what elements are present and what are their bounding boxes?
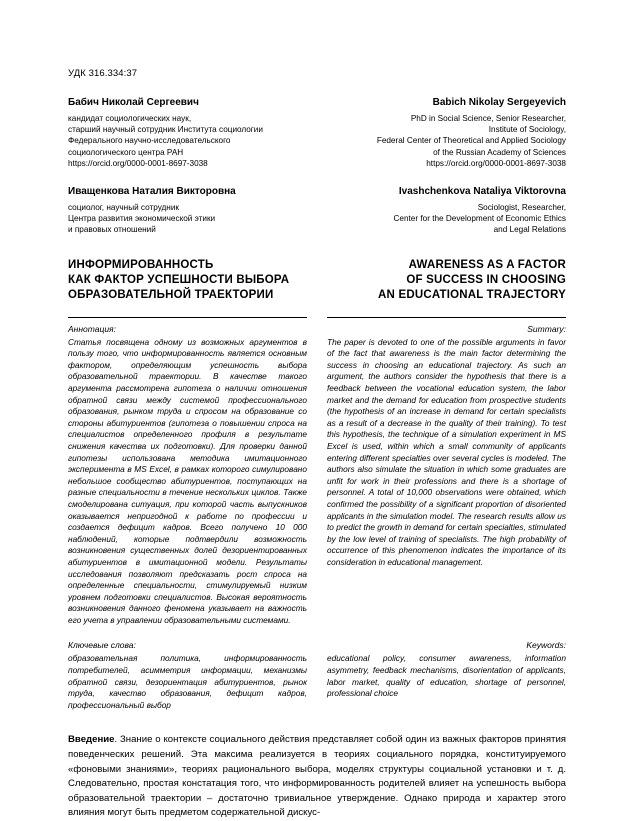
author-2-affiliation-ru [68, 202, 307, 236]
affiliation-line: Institute of Sociology, [488, 125, 566, 135]
keywords-text-en: educational policy, consumer awareness, information asymmetry, feedback mechanisms, disorientation of applicants, labor market, quality of education, shortage of personnel, professional choice [327, 653, 566, 699]
introduction-heading: Введение [68, 734, 115, 746]
affiliation-line: кандидат социологических наук, [68, 114, 192, 123]
author-1-orcid-en[interactable]: https://orcid.org/0000-0001-8697-3038 [426, 158, 566, 168]
affiliation-line: и правовых отношений [68, 225, 156, 235]
title-ru-wrap [68, 258, 307, 303]
author-block-1 [68, 97, 566, 169]
page-title-ru: ИНФОРМИРОВАННОСТЬ КАК ФАКТОР УСПЕШНОСТИ ВЫБОРА ОБРАЗОВАТЕЛЬНОЙ ТРАЕКТОРИИ [68, 258, 290, 301]
divider [327, 317, 566, 318]
author-1-name-ru: Бабич Николай Сергеевич [68, 97, 199, 108]
introduction-text: . Знание о контексте социального действия представляет собой один из важных факторов принятия поведенческих решений. Эта максима реализуется в теориях социального порядка, конституируемого «фоновыми знаниями», теориях рационального выбора, моделях структуры социальной установки и т. д. Следовательно, простая констатация того, что информированность родителей влияет на успешность выбора образовательной траектории – достаточно тривиальное утверждение. Однако природа и характер этого влияния могут быть предметом содержательной дискус- [68, 734, 566, 819]
author-2-en [327, 186, 566, 236]
affiliation-line: Center for the Development of Economic Ethics [393, 214, 566, 224]
affiliation-line: старший научный сотрудник Института социологии [68, 125, 263, 135]
abstract-text-ru: Статья посвящена одному из возможных аргументов в пользу того, что информированность является основным фактором, определяющим успешность выбора образовательной траектории. В качестве такого аргумента рассмотрена гипотеза о наличии отношения обратной связи между системой профессионального образования, рынком труда и спросом на образование со стороны абитуриентов (гипотеза о повышении спроса на специалистов определенного профиля в результате снижения качества их подготовки). Для проверки данной гипотезы использована методика имитационного эксперимента в MS Excel, в рамках которого симулировано небольшое сообщество абитуриентов, поступающих на разные специальности в течение нескольких циклов. Также смоделирована ситуация, при которой часть выпускников оказывается непригодной к работе по профессии и создается дефицит кадров. Всего получено 10 000 наблюдений, которые подтвердили возможность возникновения существенных долей дезориентированных абитуриентов в имитационной модели. Результаты исследования позволяют предсказать рост спроса на определенные специальности, стимулируемый низким уровнем подготовки специалистов. Высокая вероятность возникновения данного феномена указывает на важность его учета в управлении образовательными системами. [68, 336, 307, 625]
article-content [68, 68, 566, 821]
abstract-text-en: The paper is devoted to one of the possible arguments in favor of the fact that awareness is the main factor determining the success in choosing an educational trajectory. As such an argument, the authors consider the hypothesis that there is a feedback between the vocational education system, the labor market and the demand for education from prospective students (the hypothesis of an increase in demand for certain specialists as a result of a decrease in the quality of their training). To test this hypothesis, the technique of a simulation experiment in MS Excel is used, within which a small community of applicants entering different specialties over several cycles is modeled. The authors also simulate the situation in which some graduates are unfit for work in their professions and there is a shortage of personnel. A total of 10,000 observations were obtained, which confirmed the possibility of a significant proportion of disoriented applicants in the simulation model. The research results allow us to predict the growth in demand for certain specialties, stimulated by the low level of training of specialists. The high probability of occurrence of this phenomenon indicates the importance of its consideration in educational management. [327, 336, 566, 567]
affiliation-line: Федерального научно-исследовательского [68, 136, 231, 146]
affiliation-line: социолог, научный сотрудник [68, 203, 179, 213]
page-title-en: AWARENESS AS A FACTOR OF SUCCESS IN CHOOSING AN EDUCATIONAL TRAJECTORY [378, 258, 566, 301]
keywords-label-ru: Ключевые слова: [68, 640, 136, 651]
author-1-orcid-ru[interactable]: https://orcid.org/0000-0001-8697-3038 [68, 158, 208, 168]
author-2-name-en: Ivashchenkova Nataliya Viktorovna [398, 186, 566, 198]
author-1-en [327, 97, 566, 169]
abstract-en-wrap [327, 307, 566, 627]
introduction-paragraph [68, 733, 566, 821]
affiliation-line: PhD in Social Science, Senior Researcher, [410, 114, 566, 123]
author-2-ru [68, 186, 307, 236]
affiliation-line: and Legal Relations [493, 225, 566, 235]
author-1-affiliation-en [327, 113, 566, 169]
divider [68, 317, 307, 318]
abstract-label-en: Summary: [527, 323, 566, 334]
author-1-name-en: Babich Nikolay Sergeyevich [432, 97, 566, 108]
affiliation-line: Sociologist, Researcher, [477, 203, 566, 213]
author-1-affiliation-ru [68, 113, 307, 169]
keywords-text-ru: образовательная политика, информированность потребителей, асимметрия информации, механизмы обратной связи, дезориентация абитуриентов, рынок труда, качество образования, дефицит кадров, профессиональный выбор [68, 653, 307, 710]
udc-code: УДК 316.334:37 [68, 68, 138, 79]
keywords-en-wrap [327, 640, 566, 711]
author-block-2 [68, 186, 566, 236]
abstract-block [68, 307, 566, 627]
keywords-ru-wrap [68, 640, 307, 711]
affiliation-line: Центра развития экономической этики [68, 214, 216, 224]
title-block [68, 258, 566, 303]
keywords-block [68, 640, 566, 711]
author-2-name-ru: Иващенкова Наталия Викторовна [68, 186, 236, 198]
author-1-ru [68, 97, 307, 169]
abstract-label-ru: Аннотация: [68, 323, 116, 334]
title-en-wrap [327, 258, 566, 303]
affiliation-line: of the Russian Academy of Sciences [433, 147, 566, 157]
affiliation-line: Federal Center of Theoretical and Applied Sociology [376, 136, 566, 146]
author-2-affiliation-en [327, 202, 566, 236]
affiliation-line: социологического центра РАН [68, 147, 184, 157]
keywords-label-en: Keywords: [526, 640, 566, 651]
abstract-ru-wrap [68, 307, 307, 627]
